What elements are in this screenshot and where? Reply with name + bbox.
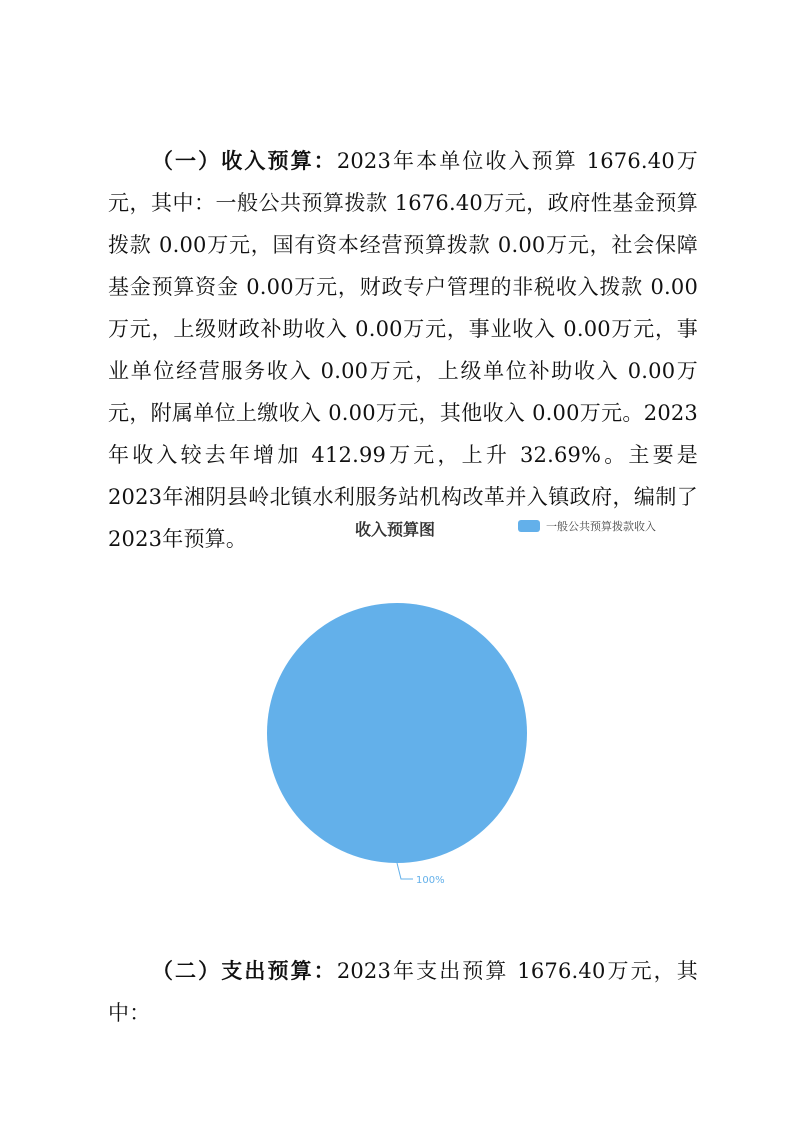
pie-slice[interactable]	[267, 603, 527, 863]
slice-percent-label: 100%	[416, 875, 445, 886]
expense-budget-paragraph	[108, 950, 698, 1034]
pie-layer	[267, 603, 527, 886]
expense-budget-text: 2023年支出预算 1676.40万元，其中：	[108, 959, 698, 1025]
expense-budget-heading: （二）支出预算：	[150, 959, 337, 983]
income-budget-heading: （一）收入预算：	[150, 149, 337, 173]
income-budget-text: 2023年本单位收入预算 1676.40万元，其中：一般公共预算拨款 1676.40万元，政府性基金预算拨款 0.00万元，国有资本经营预算拨款 0.00万元，社会保障基金预算资金 0.00万元，财政专户管理的非税收入拨款 0.00万元，上级财政补助收入 0.00万元，事业收入 0.00万元，事业单位经营服务收入 0.00万元，上级单位补助收入 0.00万元，附属单位上缴收入 0.00万元，其他收入 0.00万元。2023年收入较去年增加 412.99万元，上升 32.69%。主要是 2023年湘阴县岭北镇水利服务站机构改革并入镇政府，编制了 2023年预算。	[108, 149, 698, 551]
slice-leader-line	[397, 863, 413, 879]
legend-label: 一般公共预算拨款收入	[546, 520, 656, 533]
chart-title: 收入预算图	[355, 520, 436, 539]
